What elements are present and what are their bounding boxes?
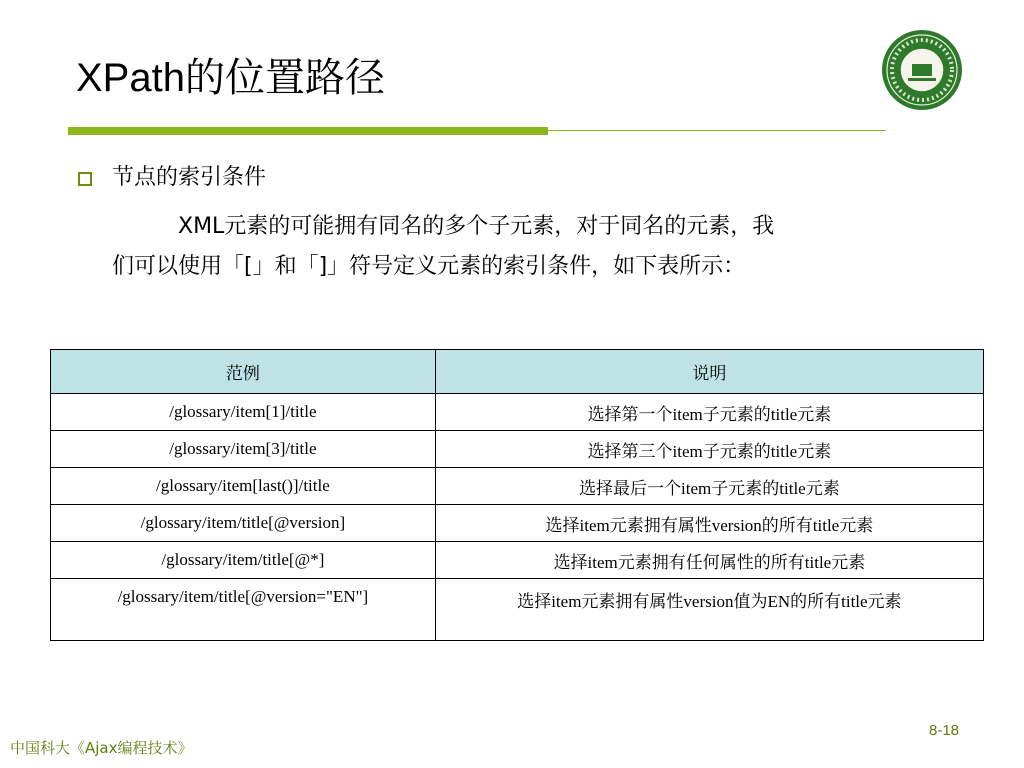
table-header-row [51, 350, 984, 394]
page-number: 8-18 [929, 722, 960, 739]
xpath-index-table [50, 349, 984, 641]
table-cell-description: 选择最后一个item子元素的title元素 [435, 468, 983, 505]
paragraph-line-1: XML元素的可能拥有同名的多个子元素，对于同名的元素，我 [178, 214, 775, 239]
table-cell-example: /glossary/item[3]/title [51, 431, 436, 468]
column-header-description: 说明 [435, 350, 983, 394]
table-cell-example: /glossary/item[1]/title [51, 394, 436, 431]
table-cell-description: 选择item元素拥有属性version值为EN的所有title元素 [435, 579, 983, 641]
table-cell-example: /glossary/item[last()]/title [51, 468, 436, 505]
footer-course-name: 中国科大《Ajax编程技术》 [10, 739, 193, 757]
table-cell-example: /glossary/item/title[@version] [51, 505, 436, 542]
table-cell-description: 选择item元素拥有属性version的所有title元素 [435, 505, 983, 542]
table-row [51, 468, 984, 505]
table-row [51, 505, 984, 542]
table-cell-example: /glossary/item/title[@version="EN"] [51, 579, 436, 641]
bullet-square-icon [78, 172, 92, 186]
university-seal-icon [880, 28, 964, 112]
table-row [51, 394, 984, 431]
paragraph-line-2: 们可以使用「[」和「]」符号定义元素的索引条件，如下表所示： [112, 254, 746, 279]
column-header-example: 范例 [51, 350, 436, 394]
title-underline-thick [68, 127, 548, 135]
bullet-heading: 节点的索引条件 [112, 165, 267, 190]
table-row [51, 431, 984, 468]
table-cell-description: 选择第一个item子元素的title元素 [435, 394, 983, 431]
table-row [51, 542, 984, 579]
slide-title: XPath的位置路径 [76, 56, 385, 100]
description-paragraph [112, 207, 957, 287]
table-row [51, 579, 984, 641]
title-underline-thin [548, 130, 886, 131]
table-cell-description: 选择item元素拥有任何属性的所有title元素 [435, 542, 983, 579]
table-cell-description: 选择第三个item子元素的title元素 [435, 431, 983, 468]
table-cell-example: /glossary/item/title[@*] [51, 542, 436, 579]
